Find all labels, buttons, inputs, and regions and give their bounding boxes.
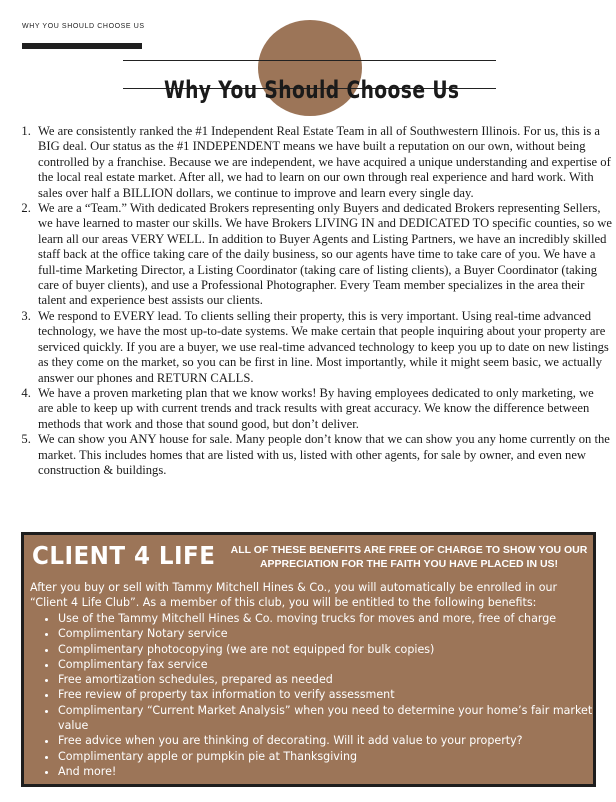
reason-item: 4. We have a proven marketing plan that we know works! By having employees dedicated to only marketing, we are able to keep up with current trends and track results with great accuracy. We know the difference between methods that work and those that sound good, but don’t deliver.: [34, 386, 612, 432]
title-rule-top: [123, 60, 496, 61]
subtitle-emphasis: FREE: [388, 544, 417, 556]
client-4-life-title: CLIENT 4 LIFE: [32, 541, 216, 570]
benefit-item: • Complimentary “Current Market Analysis” when you need to determine your home’s fair market value: [58, 703, 616, 734]
client-4-life-box: [21, 532, 596, 787]
benefit-item: • Complimentary photocopying (we are not equipped for bulk copies): [58, 642, 616, 657]
reason-item: 2. We are a “Team.” With dedicated Brokers representing only Buyers and dedicated Brokers representing Sellers, we have learned to master our skills. We have Brokers LIVING IN and DEDICATED TO specific counties, so we learn all our areas VERY WELL. In addition to Buyer Agents and Listing Partners, we have an incredibly skilled staff back at the office taking care of the daily business, so our agents have time to take care of you. We have a full-time Marketing Director, a Listing Coordinator (taking care of listing clients), a Buyer Coordinator (taking care of buyer clients), and use a Professional Photographer. Every Team member specializes in the area their talent and experience best assists our clients.: [34, 201, 612, 309]
benefit-item: • Free advice when you are thinking of decorating. Will it add value to your property?: [58, 733, 616, 748]
client-4-life-subtitle: [228, 543, 590, 571]
reasons-list: [12, 124, 612, 478]
reason-item: 5. We can show you ANY house for sale. Many people don’t know that we can show you any home currently on the market. This includes homes that are listed with us, listed with other agents, for sale by owner, and even new construction & buildings.: [34, 432, 612, 478]
subtitle-text-before: ALL OF THESE BENEFITS ARE: [230, 544, 389, 556]
page-title: Why You Should Choose Us: [164, 76, 460, 105]
benefit-item: • Complimentary fax service: [58, 657, 616, 672]
benefit-item: • Free amortization schedules, prepared as needed: [58, 672, 616, 687]
benefit-item: • Use of the Tammy Mitchell Hines & Co. moving trucks for moves and more, free of charge: [58, 611, 616, 626]
benefit-item: • Free review of property tax information to verify assessment: [58, 687, 616, 702]
benefit-item: • Complimentary apple or pumpkin pie at Thanksgiving: [58, 749, 616, 764]
header-bar: [22, 43, 142, 49]
reason-item: 1. We are consistently ranked the #1 Independent Real Estate Team in all of Southwestern Illinois. For us, this is a BIG deal. Our status as the #1 INDEPENDENT means we have built a reputation on our own, without being controlled by a franchise. Because we are independent, we have acquired a unique understanding and expertise of the local real estate market. After all, we had to learn on our own through real experience and hard work. With sales over half a BILLION dollars, we continue to improve and learn every single day.: [34, 124, 612, 201]
subtitle-text-after: OF CHARGE TO SHOW YOU OUR APPRECIATION FOR THE FAITH YOU HAVE PLACED IN US!: [259, 544, 588, 570]
benefit-item: • Complimentary Notary service: [58, 626, 616, 641]
benefits-list: [30, 611, 616, 779]
benefit-item: • And more!: [58, 764, 616, 779]
section-label: WHY YOU SHOULD CHOOSE US: [22, 23, 145, 30]
reason-item: 3. We respond to EVERY lead. To clients selling their property, this is very important. Using real-time advanced technology, we have the most up-to-date systems. We make certain that people inquiring about your property are serviced quickly. If you are a buyer, we use real-time advanced technology to keep you up to date on new listings as they come on the market, so you can be first in line. Most importantly, while it might seem basic, we actually answer our phones and RETURN CALLS.: [34, 309, 612, 386]
client-4-life-intro: After you buy or sell with Tammy Mitchell Hines & Co., you will automatically be enrolled in our “Client 4 Life Club”. As a member of this club, you will be entitled to the following benefits:: [30, 581, 558, 609]
